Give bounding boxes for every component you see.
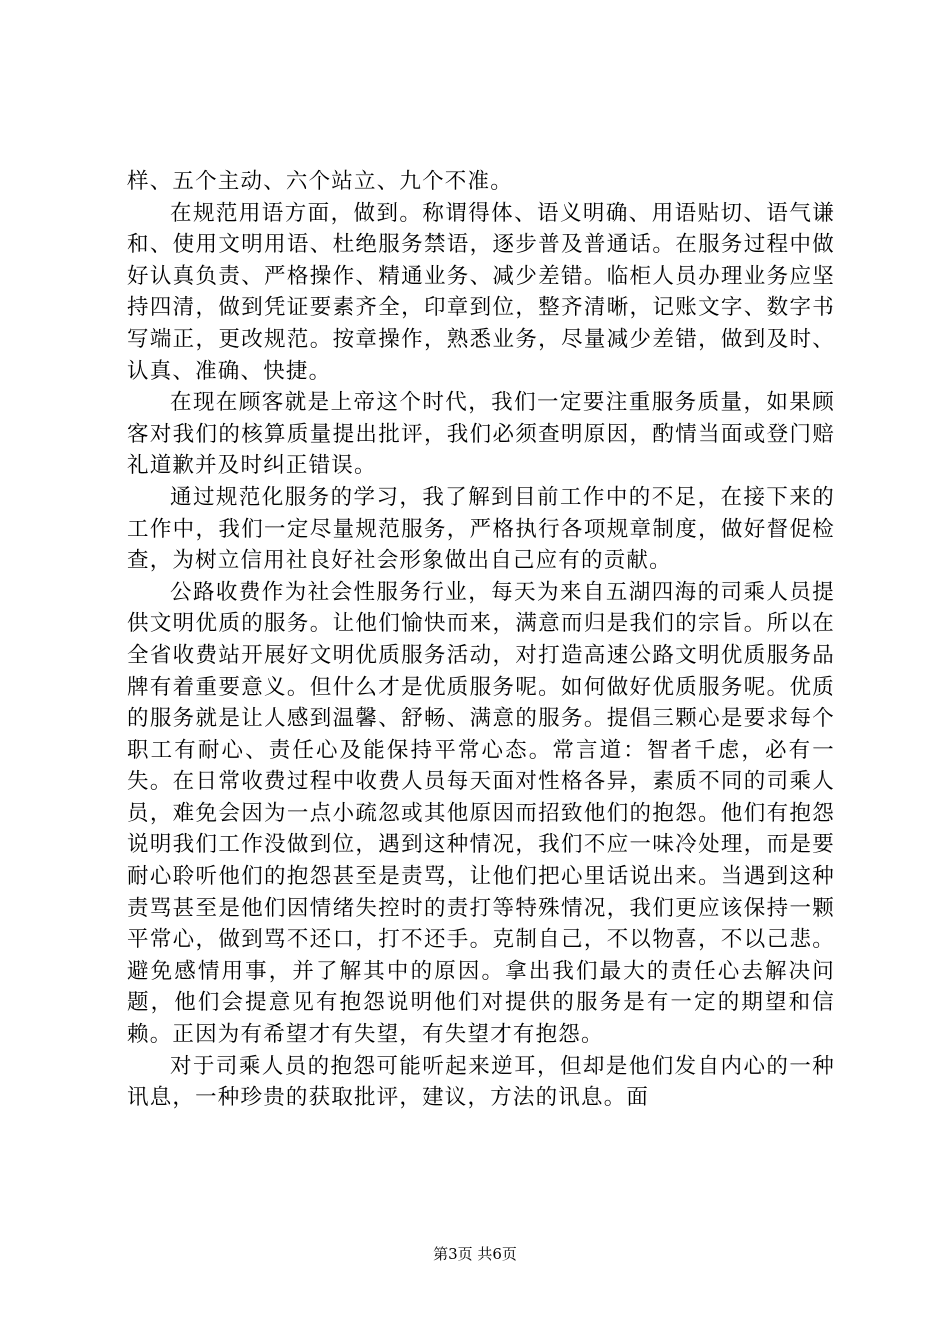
page-footer: 第3页 共6页: [433, 1245, 517, 1263]
paragraph-3: 在现在顾客就是上帝这个时代，我们一定要注重服务质量，如果顾客对我们的核算质量提出批评，我们必须查明原因，酌情当面或登门赔礼道歉并及时纠正错误。: [127, 390, 835, 479]
paragraph-2: 在规范用语方面，做到。称谓得体、语义明确、用语贴切、语气谦和、使用文明用语、杜绝服务禁语，逐步普及普通话。在服务过程中做好认真负责、严格操作、精通业务、减少差错。临柜人员办理业务应坚持四清，做到凭证要素齐全，印章到位，整齐清晰，记账文字、数字书写端正，更改规范。按章操作，熟悉业务，尽量减少差错，做到及时、认真、准确、快捷。: [127, 200, 835, 384]
paragraph-5: 公路收费作为社会性服务行业，每天为来自五湖四海的司乘人员提供文明优质的服务。让他们愉快而来，满意而归是我们的宗旨。所以在全省收费站开展好文明优质服务活动，对打造高速公路文明优质服务品牌有着重要意义。但什么才是优质服务呢。如何做好优质服务呢。优质的服务就是让人感到温馨、舒畅、满意的服务。提倡三颗心是要求每个职工有耐心、责任心及能保持平常心态。常言道：智者千虑，必有一失。在日常收费过程中收费人员每天面对性格各异，素质不同的司乘人员，难免会因为一点小疏忽或其他原因而招致他们的抱怨。他们有抱怨说明我们工作没做到位，遇到这种情况，我们不应一味冷处理，而是要耐心聆听他们的抱怨甚至是责骂，让他们把心里话说出来。当遇到这种责骂甚至是他们因情绪失控时的责打等特殊情况，我们更应该保持一颗平常心，做到骂不还口，打不还手。克制自己，不以物喜，不以己悲。避免感情用事，并了解其中的原因。拿出我们最大的责任心去解决问题，他们会提意见有抱怨说明他们对提供的服务是有一定的期望和信赖。正因为有希望才有失望，有失望才有抱怨。: [127, 579, 835, 1048]
paragraph-6: 对于司乘人员的抱怨可能听起来逆耳，但却是他们发自内心的一种讯息，一种珍贵的获取批评，建议，方法的讯息。面: [127, 1053, 835, 1111]
paragraph-1: 样、五个主动、六个站立、九个不准。: [127, 169, 513, 194]
document-body: [127, 166, 835, 1114]
paragraph-4: 通过规范化服务的学习，我了解到目前工作中的不足，在接下来的工作中，我们一定尽量规范服务，严格执行各项规章制度，做好督促检查，为树立信用社良好社会形象做出自己应有的贡献。: [127, 484, 835, 574]
